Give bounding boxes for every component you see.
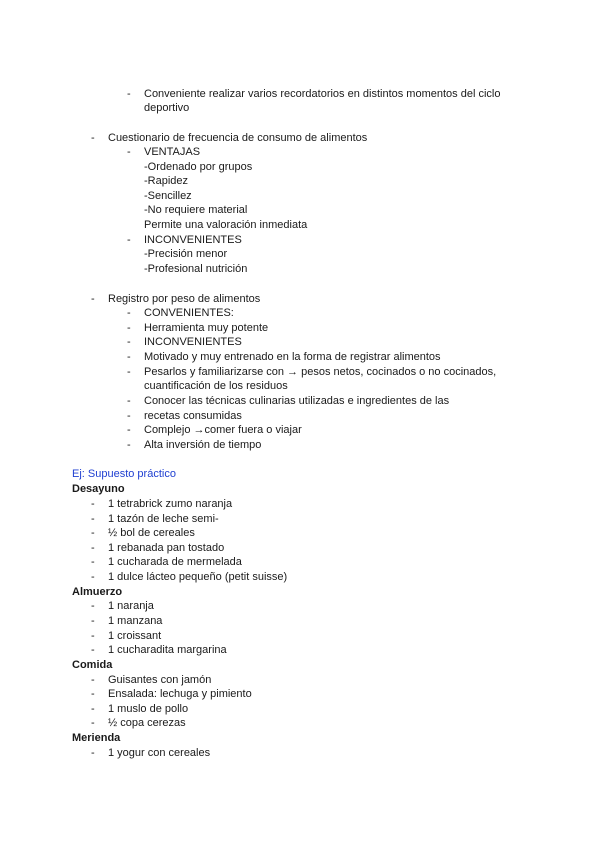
dash: -	[91, 630, 95, 642]
meal-heading-desayuno: Desayuno	[72, 483, 125, 495]
dash: -	[91, 513, 95, 525]
registro-item: Motivado y muy entrenado en la forma de registrar alimentos	[144, 351, 441, 363]
meal-item: 1 croissant	[108, 630, 162, 642]
registro-item: Pesarlos y familiarizarse con → pesos netos, cocinados o no cocinados,	[144, 366, 497, 378]
dash: -	[127, 424, 131, 436]
dash: -	[91, 571, 95, 583]
meal-item: Ensalada: lechuga y pimiento	[108, 688, 252, 700]
dash: -	[127, 439, 131, 451]
ventajas-item: -No requiere material	[144, 204, 248, 216]
dash: -	[127, 88, 131, 100]
outline-item-line: Conveniente realizar varios recordatorios en distintos momentos del ciclo	[144, 88, 501, 100]
meal-item: 1 tetrabrick zumo naranja	[108, 498, 233, 510]
meal-heading-almuerzo: Almuerzo	[72, 586, 123, 598]
dash: -	[127, 146, 131, 158]
meal-item: 1 naranja	[108, 600, 154, 612]
dash: -	[127, 307, 131, 319]
meal-item: ½ copa cerezas	[108, 717, 186, 729]
dash: -	[127, 366, 131, 378]
dash: -	[91, 674, 95, 686]
ventajas-item: Permite una valoración inmediata	[144, 219, 308, 231]
registro-item: Complejo →comer fuera o viajar	[144, 424, 302, 436]
dash: -	[127, 336, 131, 348]
inconvenientes-item: -Precisión menor	[144, 248, 228, 260]
meal-item: 1 rebanada pan tostado	[108, 542, 225, 554]
registro-item-continued: cuantificación de los residuos	[144, 380, 288, 392]
dash: -	[91, 644, 95, 656]
dash: -	[127, 410, 131, 422]
meal-heading-comida: Comida	[72, 659, 113, 671]
dash: -	[91, 556, 95, 568]
registro-item: Conocer las técnicas culinarias utilizadas e ingredientes de las	[144, 395, 450, 407]
dash: -	[127, 322, 131, 334]
meal-item: 1 cucharadita margarina	[108, 644, 227, 656]
meal-item: ½ bol de cereales	[108, 527, 195, 539]
dash: -	[91, 703, 95, 715]
dash: -	[91, 600, 95, 612]
registro-item: INCONVENIENTES	[144, 336, 242, 348]
inconvenientes-label: INCONVENIENTES	[144, 234, 242, 246]
meal-item: 1 dulce lácteo pequeño (petit suisse)	[108, 571, 288, 583]
ventajas-item: -Ordenado por grupos	[144, 161, 253, 173]
dash: -	[91, 527, 95, 539]
meal-heading-merienda: Merienda	[72, 732, 121, 744]
dash: -	[91, 498, 95, 510]
ventajas-item: -Rapidez	[144, 175, 189, 187]
ventajas-label: VENTAJAS	[144, 146, 201, 158]
meal-item: 1 muslo de pollo	[108, 703, 189, 715]
dash: -	[91, 615, 95, 627]
outline-item-line: deportivo	[144, 102, 190, 114]
dash: -	[91, 717, 95, 729]
meal-item: Guisantes con jamón	[108, 674, 212, 686]
ventajas-item: -Sencillez	[144, 190, 192, 202]
dash: -	[91, 747, 95, 759]
meal-item: 1 yogur con cereales	[108, 747, 211, 759]
dash: -	[127, 395, 131, 407]
dash: -	[91, 542, 95, 554]
dash: -	[127, 234, 131, 246]
meal-item: 1 manzana	[108, 615, 163, 627]
meal-item: 1 tazón de leche semi-	[108, 513, 219, 525]
registro-label: Registro por peso de alimentos	[108, 293, 261, 305]
dash: -	[127, 351, 131, 363]
registro-item: CONVENIENTES:	[144, 307, 234, 319]
meal-item: 1 cucharada de mermelada	[108, 556, 242, 568]
inconvenientes-item: -Profesional nutrición	[144, 263, 248, 275]
section-title-supuesto: Ej: Supuesto práctico	[72, 468, 176, 480]
dash: -	[91, 688, 95, 700]
registro-item: Herramienta muy potente	[144, 322, 269, 334]
dash: -	[91, 293, 95, 305]
registro-item: Alta inversión de tiempo	[144, 439, 262, 451]
cuestionario-label: Cuestionario de frecuencia de consumo de alimentos	[108, 132, 368, 144]
registro-item: recetas consumidas	[144, 410, 242, 422]
dash: -	[91, 132, 95, 144]
